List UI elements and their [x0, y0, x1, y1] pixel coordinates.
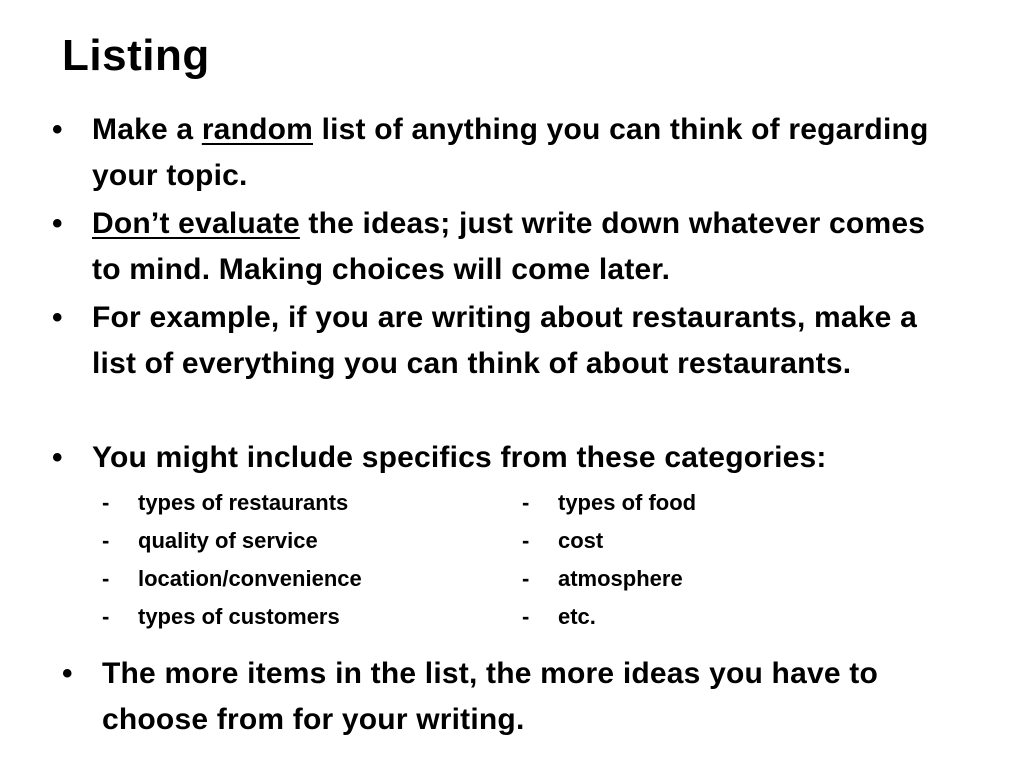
category-item: cost [558, 528, 604, 553]
list-item [522, 522, 902, 560]
bullet-random-list [52, 107, 952, 199]
bullet-text-underlined: random [201, 113, 314, 146]
category-item: types of restaurants [138, 490, 349, 515]
dash-marker: - [522, 604, 530, 629]
dash-marker: - [102, 566, 110, 591]
bullet-text [92, 107, 952, 199]
category-list-right [522, 484, 902, 636]
bullet-text: You might include specifics from these categories: [92, 441, 827, 474]
bullet-text-underlined: Don’t evaluate [92, 207, 300, 240]
dash-marker: - [522, 528, 530, 553]
bullet-dot: • [52, 441, 63, 474]
bullet-dot: • [52, 207, 63, 240]
bullet-dot: • [62, 657, 73, 690]
list-item [102, 598, 482, 636]
bullet-categories-intro [52, 435, 952, 481]
list-item [102, 522, 482, 560]
bullet-text-post: the ideas; just write down whatever comes to mind. Making choices will come later. [92, 207, 926, 286]
bullet-example-restaurants [52, 295, 952, 387]
bullet-dont-evaluate [52, 201, 952, 293]
list-item [102, 560, 482, 598]
bullet-text: For example, if you are writing about restaurants, make a list of everything you can think of about restaurants. [92, 301, 917, 380]
list-item [102, 484, 482, 522]
bullet-text-pre: Make a [92, 113, 202, 146]
dash-marker: - [522, 566, 530, 591]
dash-marker: - [102, 490, 110, 515]
bullet-dot: • [52, 113, 63, 146]
bullet-dot: • [52, 301, 63, 334]
category-list-left [102, 484, 482, 636]
category-item: etc. [558, 604, 596, 629]
list-item [522, 560, 902, 598]
bullet-text-post: list of anything you can think of regarding your topic. [92, 113, 929, 192]
category-item: types of customers [138, 604, 340, 629]
slide-title: Listing [62, 31, 210, 80]
bullet-more-items [62, 651, 962, 743]
dash-marker: - [522, 490, 530, 515]
category-item: types of food [558, 490, 697, 515]
bullet-text: The more items in the list, the more ideas you have to choose from for your writing. [102, 657, 878, 736]
bullet-text [92, 201, 952, 293]
list-item [522, 484, 902, 522]
dash-marker: - [102, 604, 110, 629]
category-item: quality of service [138, 528, 318, 553]
dash-marker: - [102, 528, 110, 553]
list-item [522, 598, 902, 636]
category-item: atmosphere [558, 566, 683, 591]
category-item: location/convenience [138, 566, 362, 591]
